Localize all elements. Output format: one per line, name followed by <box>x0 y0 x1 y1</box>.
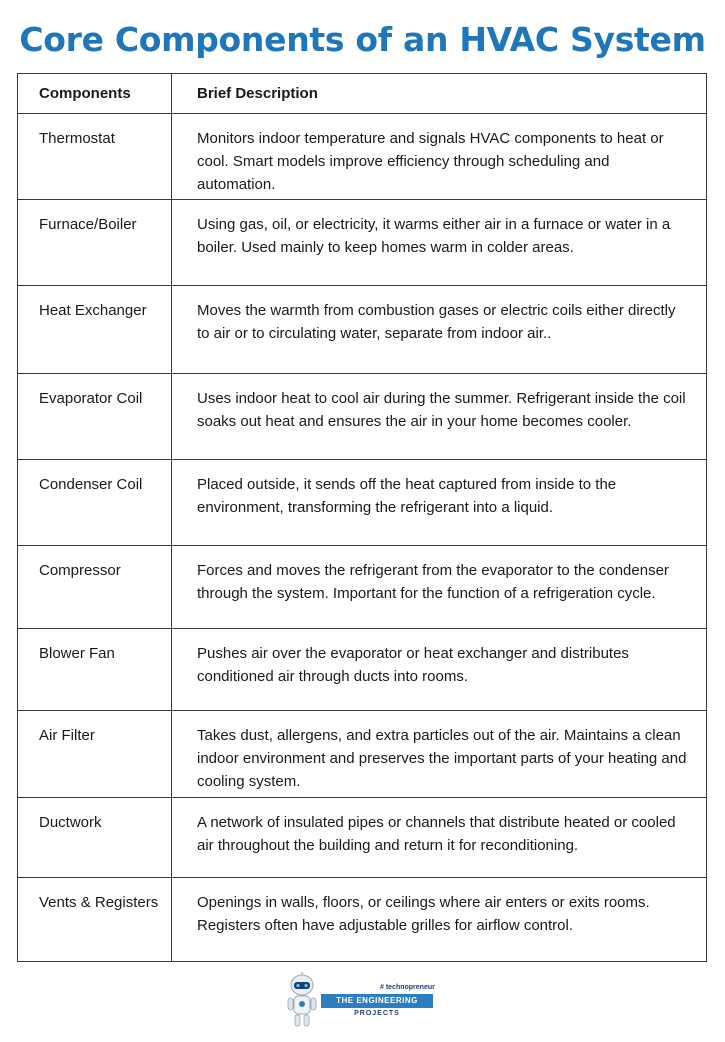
table-header-row <box>18 74 707 114</box>
brand-name: THE ENGINEERING <box>321 994 433 1008</box>
page-title: Core Components of an HVAC System <box>19 20 706 59</box>
component-description: A network of insulated pipes or channels that distribute heated or cooled air throughout the building and return it for reconditioning. <box>172 798 707 878</box>
component-name: Heat Exchanger <box>18 286 172 374</box>
component-name: Thermostat <box>18 114 172 200</box>
component-name: Condenser Coil <box>18 460 172 546</box>
robot-mascot-icon <box>282 972 322 1028</box>
table-row <box>18 546 707 629</box>
component-name: Evaporator Coil <box>18 374 172 460</box>
components-table <box>17 73 707 962</box>
component-description: Forces and moves the refrigerant from the evaporator to the condenser through the system. Important for the function of a refrigeration cycle. <box>172 546 707 629</box>
brand-logo <box>282 972 444 1028</box>
component-description: Takes dust, allergens, and extra particles out of the air. Maintains a clean indoor environment and preserves the important parts of your heating and cooling system. <box>172 711 707 798</box>
table-row <box>18 711 707 798</box>
table-row <box>18 878 707 962</box>
component-description: Using gas, oil, or electricity, it warms either air in a furnace or water in a boiler. Used mainly to keep homes warm in colder areas. <box>172 200 707 286</box>
brand-subtitle: PROJECTS <box>354 1010 400 1017</box>
header-description: Brief Description <box>172 74 707 114</box>
table-row <box>18 629 707 711</box>
table-row <box>18 114 707 200</box>
component-name: Vents & Registers <box>18 878 172 962</box>
component-description: Placed outside, it sends off the heat captured from inside to the environment, transforming the refrigerant into a liquid. <box>172 460 707 546</box>
component-name: Blower Fan <box>18 629 172 711</box>
header-components: Components <box>18 74 172 114</box>
component-description: Openings in walls, floors, or ceilings where air enters or exits rooms. Registers often have adjustable grilles for airflow control. <box>172 878 707 962</box>
component-description: Uses indoor heat to cool air during the summer. Refrigerant inside the coil soaks out heat and ensures the air in your home becomes cooler. <box>172 374 707 460</box>
component-name: Furnace/Boiler <box>18 200 172 286</box>
table-row <box>18 460 707 546</box>
brand-tagline: # technopreneur <box>380 984 435 991</box>
table-row <box>18 798 707 878</box>
component-description: Moves the warmth from combustion gases or electric coils either directly to air or to circulating water, separate from indoor air.. <box>172 286 707 374</box>
component-name: Air Filter <box>18 711 172 798</box>
component-description: Pushes air over the evaporator or heat exchanger and distributes conditioned air through ducts into rooms. <box>172 629 707 711</box>
table-row <box>18 374 707 460</box>
table-row <box>18 286 707 374</box>
table-row <box>18 200 707 286</box>
component-name: Compressor <box>18 546 172 629</box>
component-description: Monitors indoor temperature and signals HVAC components to heat or cool. Smart models improve efficiency through scheduling and automation. <box>172 114 707 200</box>
component-name: Ductwork <box>18 798 172 878</box>
